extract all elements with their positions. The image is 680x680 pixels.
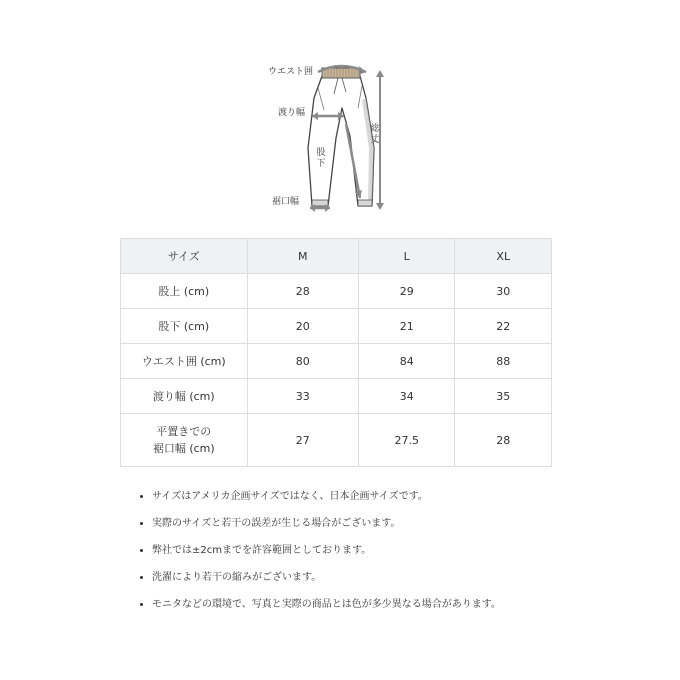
cell-value: 34 [359, 379, 455, 414]
cell-value: 28 [455, 414, 552, 467]
cell-value: 20 [247, 309, 359, 344]
row-label-line2: 裾口幅 (cm) [152, 442, 215, 455]
note-item: • 弊社では±2cmまでを許容範囲としております。 [152, 542, 672, 569]
note-item: • サイズはアメリカ企画サイズではなく、日本企画サイズです。 [152, 488, 672, 515]
row-label: 渡り幅 (cm) [121, 379, 248, 414]
cell-value: 29 [359, 274, 455, 309]
header-l: L [359, 239, 455, 274]
note-item: • 洗濯により若干の縮みがございます。 [152, 569, 672, 596]
total-length-label: 総丈 [370, 124, 380, 145]
table-row [121, 414, 552, 467]
cell-value: 80 [247, 344, 359, 379]
cell-value: 88 [455, 344, 552, 379]
row-label-line1: 平置きでの [156, 425, 212, 438]
cell-value: 22 [455, 309, 552, 344]
inseam-label: 股下 [316, 148, 326, 169]
cell-value: 35 [455, 379, 552, 414]
table-row [121, 379, 552, 414]
cell-value: 33 [247, 379, 359, 414]
hem-width-label: 裾口幅 [272, 197, 300, 207]
cell-value: 21 [359, 309, 455, 344]
pants-illustration [262, 58, 402, 218]
cell-value: 27.5 [359, 414, 455, 467]
cell-value: 28 [247, 274, 359, 309]
note-item: • モニタなどの環境で、写真と実際の商品とは色が多少異なる場合があります。 [152, 596, 672, 623]
pants-diagram [262, 58, 402, 218]
table-header-row [121, 239, 552, 274]
cell-value: 84 [359, 344, 455, 379]
header-xl: XL [455, 239, 552, 274]
notes-list [136, 488, 672, 623]
cell-value: 27 [247, 414, 359, 467]
row-label: 股上 (cm) [121, 274, 248, 309]
row-label: 股下 (cm) [121, 309, 248, 344]
row-label [121, 414, 248, 467]
table-row [121, 309, 552, 344]
cell-value: 30 [455, 274, 552, 309]
waist-label: ウエスト囲 [268, 67, 314, 77]
thigh-width-label: 渡り幅 [278, 108, 306, 118]
table-row [121, 274, 552, 309]
header-m: M [247, 239, 359, 274]
size-table [120, 238, 552, 467]
row-label: ウエスト囲 (cm) [121, 344, 248, 379]
table-row [121, 344, 552, 379]
header-size: サイズ [121, 239, 248, 274]
note-item: • 実際のサイズと若干の誤差が生じる場合がございます。 [152, 515, 672, 542]
